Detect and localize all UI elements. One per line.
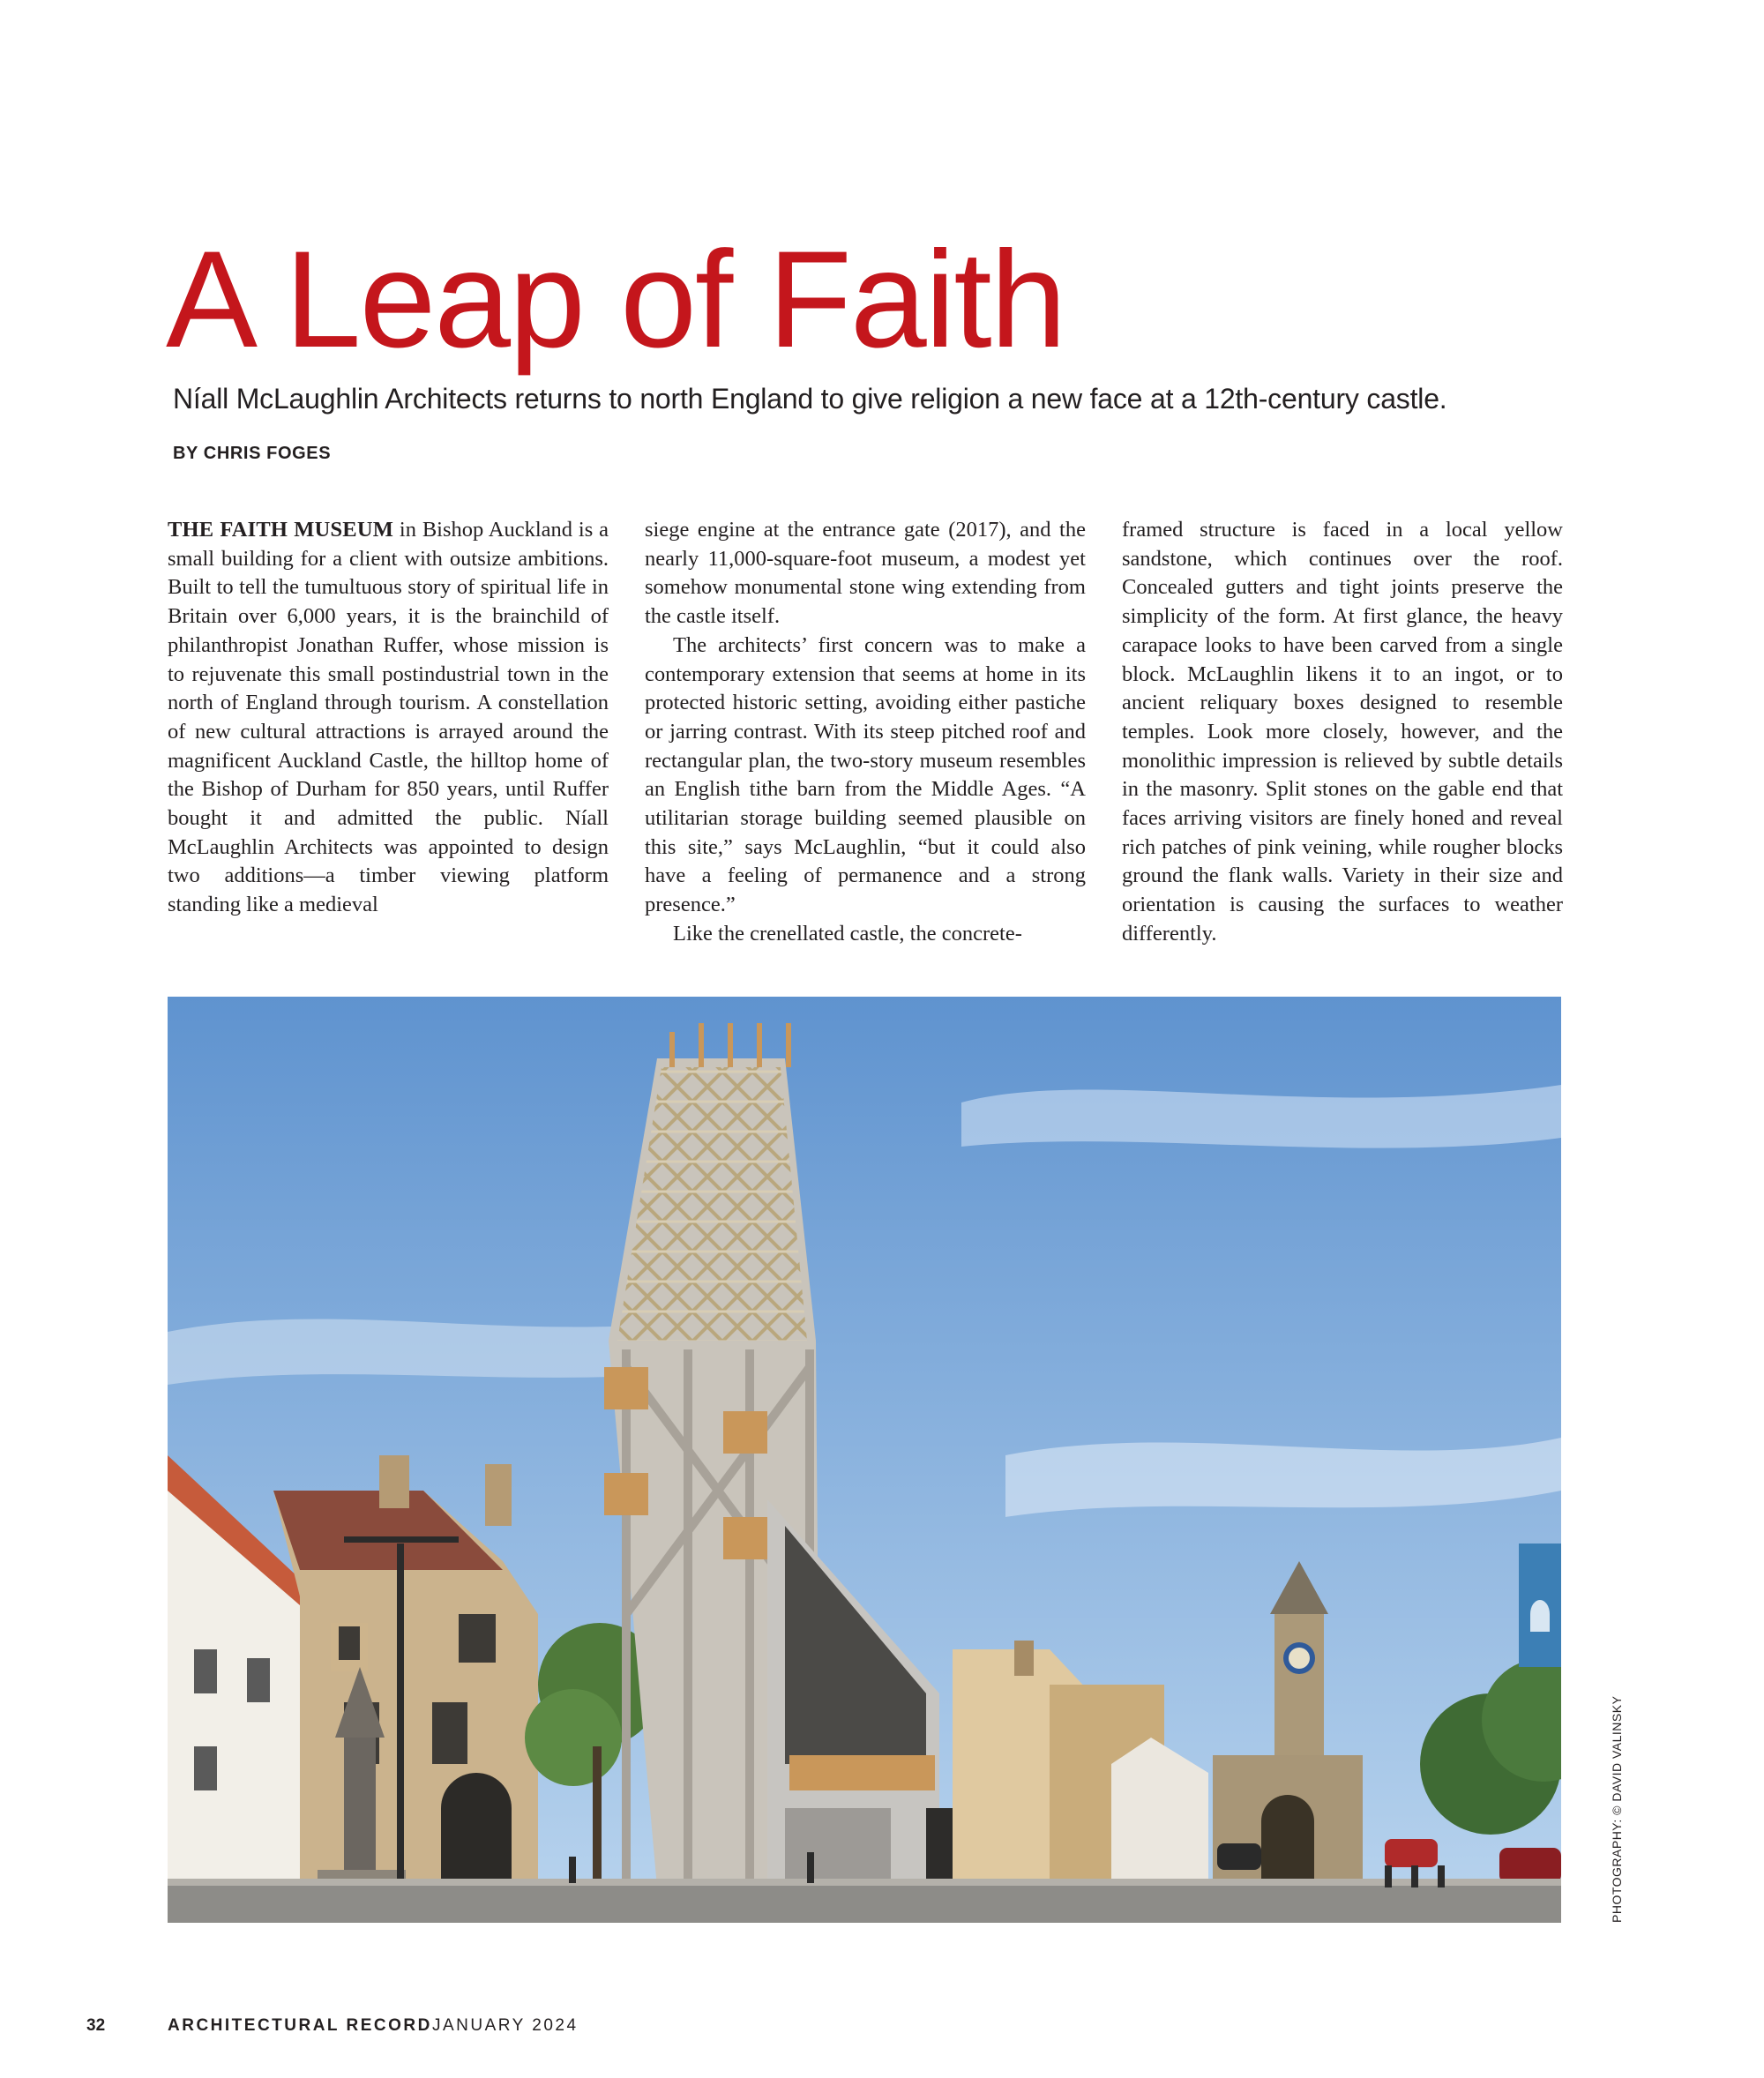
body-column-2 (645, 516, 1086, 949)
paragraph: framed structure is faced in a local yellow sandstone, which continues over the roof. Concealed gutters and tight joints preserve the simplicity of the form. At first glance, the heavy carapace looks to have been carved from a single block. McLaughlin likens it to an ingot, or to ancient reliquary boxes designed to resemble temples. Look more closely, however, and the monolithic impression is relieved by subtle details in the masonry. Split stones on the gable end that faces arriving visitors are finely honed and reveal rich patches of pink veining, while rougher blocks ground the flank walls. Variety in their size and orientation is causing the surfaces to weather differently. (1122, 518, 1563, 946)
photo-illustration (168, 997, 1561, 1923)
article-photo (168, 997, 1561, 1923)
byline: BY CHRIS FOGES (173, 444, 332, 463)
issue-date: JANUARY 2024 (432, 2016, 579, 2035)
page-number: 32 (86, 2016, 106, 2035)
paragraph: Like the crenellated castle, the concrete- (673, 921, 1022, 946)
paragraph-text: in Bishop Auckland is a small building for a client with outsize ambitions. Built to tell the tumultuous story of spiritual life in Britain over 6,000 years, it is the brainchild of philanthropist Jonathan Ruffer, whose mission is to rejuvenate this small postindustrial town in the north of England through tourism. A constellation of new cultural attractions is arrayed around the magnificent Auckland Castle, the hilltop home of the Bishop of Durham for 850 years, until Ruffer bought it and admitted the public. Níall McLaughlin Architects was appointed to design two additions—a timber viewing platform standing like a medieval (168, 518, 609, 917)
dek: Níall McLaughlin Architects returns to north England to give religion a new face at a 12th-century castle. (173, 383, 1447, 415)
headline: A Leap of Faith (166, 223, 1065, 377)
photo-credit: PHOTOGRAPHY: © DAVID VALINSKY (1610, 1695, 1624, 1923)
paragraph: siege engine at the entrance gate (2017), and the nearly 11,000-square-foot museum, a modest yet somehow monumental stone wing extending from the castle itself. (645, 518, 1086, 629)
lead-in: THE FAITH MUSEUM (168, 518, 394, 542)
magazine-name: ARCHITECTURAL RECORD (168, 2016, 432, 2035)
body-column-1 (168, 516, 609, 920)
paragraph: The architects’ first concern was to make a contemporary extension that seems at home in its protected historic setting, avoiding either pastiche or jarring contrast. With its steep pitched roof and rectangular plan, the two-story museum resembles an English tithe barn from the Middle Ages. “A utilitarian storage building seemed plausible on this site,” says McLaughlin, “but it could also have a feeling of permanence and a strong presence.” (645, 632, 1086, 917)
paragraph (168, 516, 609, 920)
body-column-3 (1122, 516, 1563, 949)
